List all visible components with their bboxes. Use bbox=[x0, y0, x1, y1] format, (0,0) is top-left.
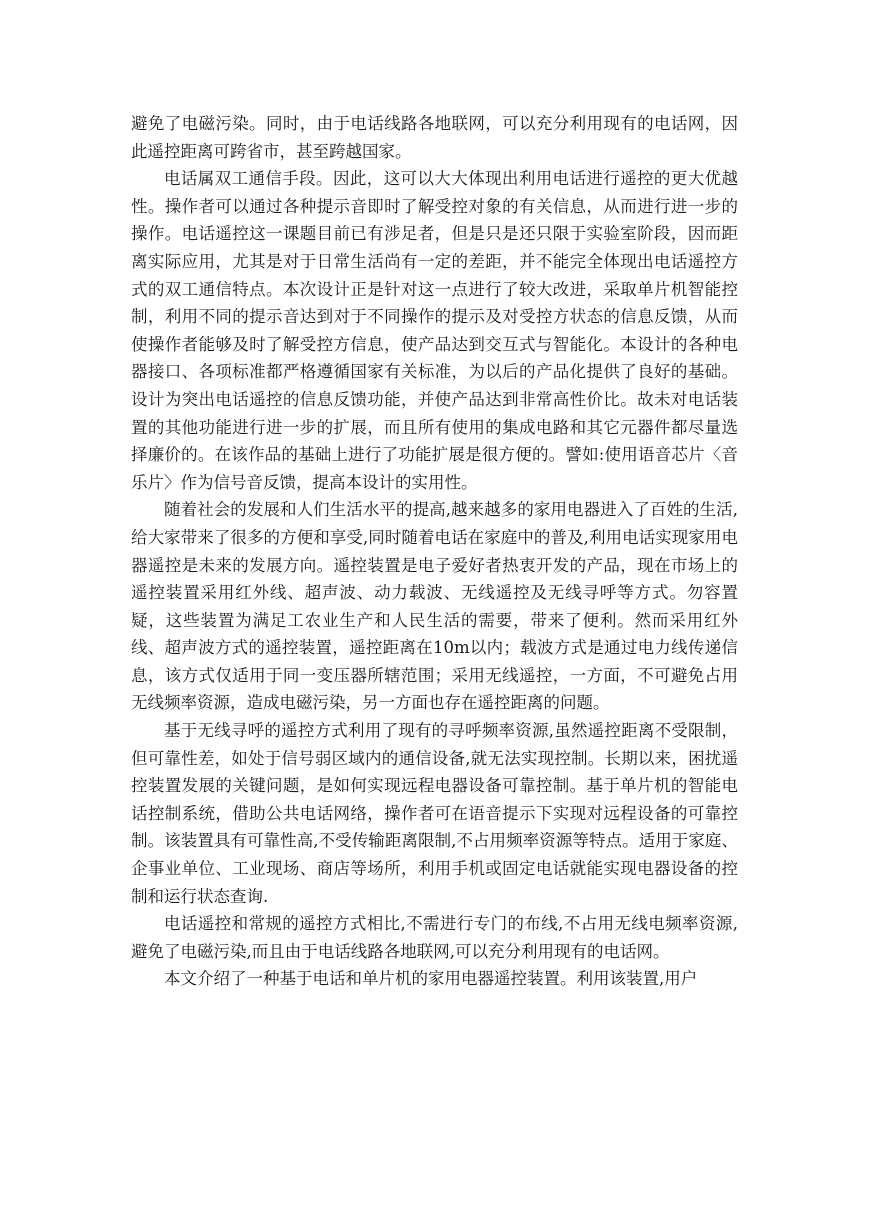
paragraph-3: 随着社会的发展和人们生活水平的提高,越来越多的家用电器进入了百姓的生活,给大家带来了很多的方便和享受,同时随着电话在家庭中的普及,利用电话实现家用电器遥控是未来的发展方向。遥控装置是电子爱好者热衷开发的产品，现在市场上的遥控装置采用红外线、超声波、动力载波、无线遥控及无线寻呼等方式。勿容置疑，这些装置为满足工农业生产和人民生活的需要，带来了便利。然而采用红外线、超声波方式的遥控装置，遥控距离在10m以内；载波方式是通过电力线传递信息，该方式仅适用于同一变压器所辖范围；采用无线遥控，一方面，不可避免占用无线频率资源，造成电磁污染，另一方面也存在遥控距离的问题。 bbox=[131, 500, 738, 713]
paragraph-6: 本文介绍了一种基于电话和单片机的家用电器遥控装置。利用该装置,用户 bbox=[164, 969, 698, 989]
paragraph-4: 基于无线寻呼的遥控方式利用了现有的寻呼频率资源,虽然遥控距离不受限制，但可靠性差，如处于信号弱区域内的通信设备,就无法实现控制。长期以来，困扰遥控装置发展的关键问题，是如何实现远程电器设备可靠控制。基于单片机的智能电话控制系统，借助公共电话网络，操作者可在语音提示下实现对远程设备的可靠控制。该装置具有可靠性高,不受传输距离限制,不占用频率资源等特点。适用于家庭、企事业单位、工业现场、商店等场所，利用手机或固定电话就能实现电器设备的控制和运行状态查询. bbox=[131, 721, 738, 906]
paragraph-5: 电话遥控和常规的遥控方式相比,不需进行专门的布线,不占用无线电频率资源,避免了电磁污染,而且由于电话线路各地联网,可以充分利用现有的电话网。 bbox=[131, 914, 738, 961]
document-body bbox=[131, 110, 738, 993]
paragraph-1: 避免了电磁污染。同时，由于电话线路各地联网，可以充分利用现有的电话网，因此遥控距离可跨省市，甚至跨越国家。 bbox=[131, 114, 738, 161]
paragraph-2: 电话属双工通信手段。因此，这可以大大体现出利用电话进行遥控的更大优越性。操作者可以通过各种提示音即时了解受控对象的有关信息，从而进行进一步的操作。电话遥控这一课题目前已有涉足者，但是只是还只限于实验室阶段，因而距离实际应用，尤其是对于日常生活尚有一定的差距，并不能完全体现出电话遥控方式的双工通信特点。本次设计正是针对这一点进行了较大改进，采取单片机智能控制，利用不同的提示音达到对于不同操作的提示及对受控方状态的信息反馈，从而使操作者能够及时了解受控方信息，使产品达到交互式与智能化。本设计的各种电器接口、各项标准都严格遵循国家有关标准，为以后的产品化提供了良好的基础。设计为突出电话遥控的信息反馈功能，并使产品达到非常高性价比。故未对电话装置的其他功能进行进一步的扩展，而且所有使用的集成电路和其它元器件都尽量选择廉价的。在该作品的基础上进行了功能扩展是很方便的。譬如:使用语音芯片〈音乐片〉作为信号音反馈，提高本设计的实用性。 bbox=[131, 169, 738, 492]
